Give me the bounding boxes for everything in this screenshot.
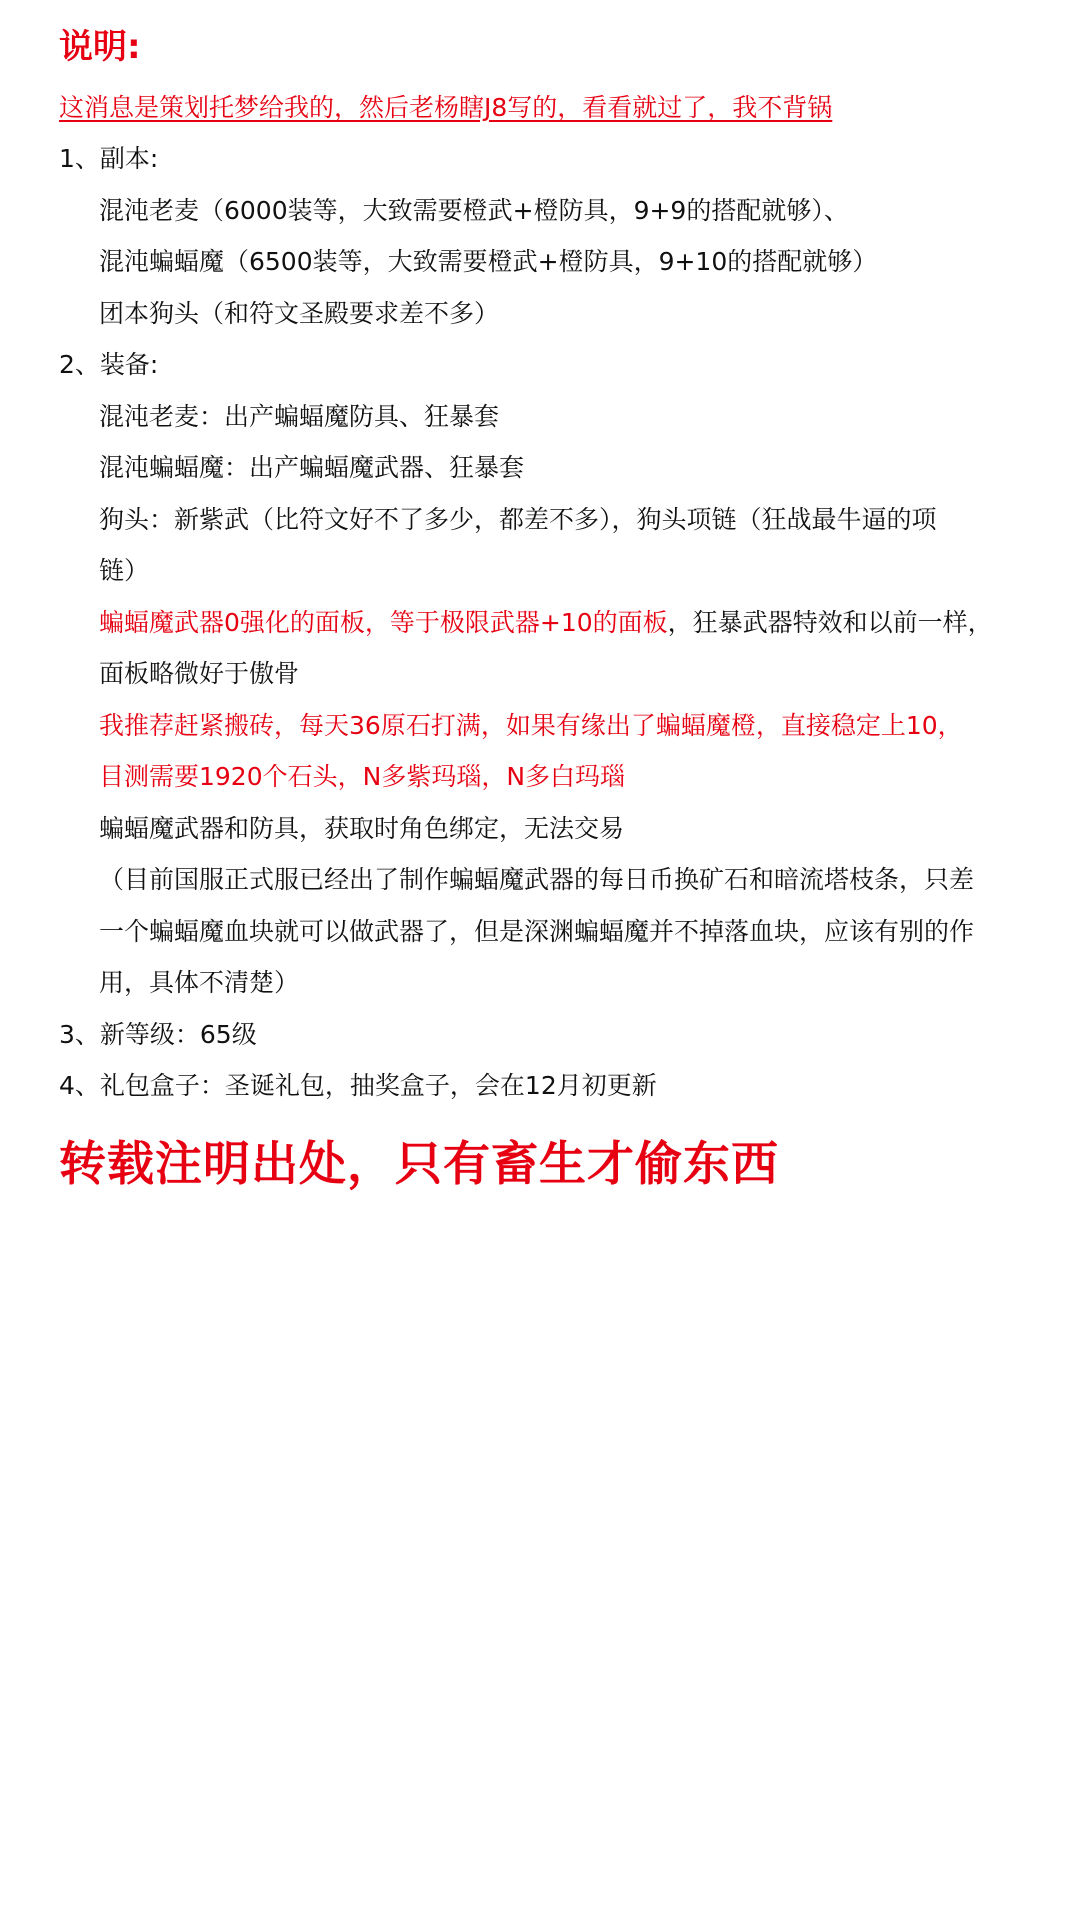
- recommendation-line: 目测需要1920个石头，N多紫玛瑙，N多白玛瑙: [99, 762, 626, 791]
- server-note-line: 用，具体不清楚）: [99, 968, 300, 997]
- weapon-panel-rest: ，狂暴武器特效和以前一样，: [667, 607, 993, 637]
- equipment-item: 混沌蝙蝠魔：出产蝙蝠魔武器、狂暴套: [99, 453, 525, 482]
- weapon-panel-note-cont: 面板略微好于傲骨: [99, 659, 300, 688]
- document-page: [59, 22, 993, 1200]
- server-note-line: 一个蝙蝠魔血块就可以做武器了，但是深渊蝙蝠魔并不掉落血块，应该有别的作: [99, 916, 975, 946]
- bind-note: 蝙蝠魔武器和防具，获取时角色绑定，无法交易: [99, 813, 625, 843]
- equipment-item: 链）: [99, 556, 150, 585]
- section-4-heading: 4、礼包盒子：圣诞礼包，抽奖盒子，会在12月初更新: [59, 1071, 657, 1100]
- recommendation-line: 我推荐赶紧搬砖，每天36原石打满，如果有缘出了蝙蝠魔橙，直接稳定上10，: [99, 710, 963, 740]
- dungeon-item: 混沌老麦（6000装等，大致需要橙武+橙防具，9+9的搭配就够）、: [99, 195, 849, 225]
- weapon-panel-highlight: 蝙蝠魔武器0强化的面板，等于极限武器+10的面板: [99, 607, 668, 637]
- repost-warning: 转载注明出处，只有畜生才偷东西: [59, 1136, 779, 1192]
- equipment-item: 狗头：新紫武（比符文好不了多少，都差不多），狗头项链（狂战最牛逼的项: [99, 504, 937, 534]
- page-title: 说明:: [59, 27, 141, 67]
- disclaimer-text: 这消息是策划托梦给我的，然后老杨瞎J8写的，看看就过了，我不背锅: [59, 93, 833, 122]
- section-1-heading: 1、副本:: [59, 144, 159, 173]
- dungeon-item: 混沌蝙蝠魔（6500装等，大致需要橙武+橙防具，9+10的搭配就够）: [99, 247, 878, 276]
- server-note-line: （目前国服正式服已经出了制作蝙蝠魔武器的每日币换矿石和暗流塔枝条，只差: [99, 865, 975, 894]
- section-2-heading: 2、装备:: [59, 350, 159, 379]
- weapon-panel-note: [59, 597, 993, 649]
- equipment-item: 混沌老麦：出产蝙蝠魔防具、狂暴套: [99, 401, 500, 431]
- section-3-heading: 3、新等级：65级: [59, 1019, 257, 1049]
- dungeon-item: 团本狗头（和符文圣殿要求差不多）: [99, 298, 500, 328]
